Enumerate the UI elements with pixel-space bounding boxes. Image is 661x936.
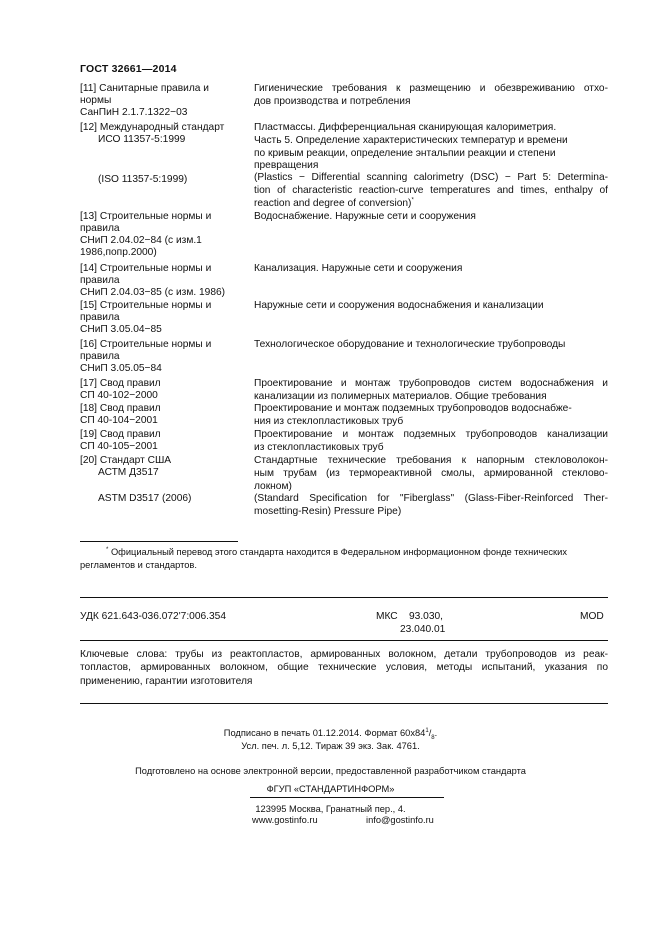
top-divider <box>80 597 608 598</box>
imprint-prepared: Подготовлено на основе электронной версии, предоставленной разработчиком стандарта <box>135 766 526 776</box>
document-header: ГОСТ 32661—2014 <box>80 63 177 75</box>
reference-13-source: [13] Строительные нормы и правила СНиП 2.04.02−84 (с изм.1 1986,попр.2000) <box>80 211 212 258</box>
reference-19-source: [19] Свод правил СП 40-105−2001 <box>80 429 161 452</box>
udk-code: УДК 621.643-036.072'7:006.354 <box>80 611 226 622</box>
publisher-address: 123995 Москва, Гранатный пер., 4. <box>255 804 406 814</box>
reference-12-iso-title: (Plastics − Differential scanning calorimetry (DSC) − Part 5: Determina- tion of characteristic reaction-curve temperatures and times, enthalpy of reaction and degree of conversion)* <box>254 172 608 209</box>
footnote-divider <box>80 541 238 542</box>
reference-20-title: Стандартные технические требования к напорным стекловолокон- ным трубам (из термореактивной смолы, армированной стеклово- локном) <box>254 455 608 492</box>
publisher-email[interactable]: info@gostinfo.ru <box>366 815 434 825</box>
reference-11-num: [11] Санитарные правила и <box>80 83 209 94</box>
publisher-name: ФГУП «СТАНДАРТИНФОРМ» <box>266 784 395 794</box>
mks-code: МКС 93.030, 23.040.01 <box>376 611 446 635</box>
reference-20-astm-source: ASTM D3517 (2006) <box>98 493 192 504</box>
reference-18-source: [18] Свод правил СП 40-104−2001 <box>80 403 161 426</box>
reference-11-source: [11] Санитарные правила и нормы СанПиН 2.1.7.1322−03 <box>80 83 252 119</box>
bottom-divider <box>80 703 608 704</box>
mod-label: MOD <box>580 611 604 622</box>
reference-17-source: [17] Свод правил СП 40-102−2000 <box>80 378 161 401</box>
publisher-divider <box>250 797 444 798</box>
reference-17-title: Проектирование и монтаж трубопроводов систем водоснабжения и канализации из полимерных материалов. Общие требования <box>254 378 608 402</box>
reference-12-title: Пластмассы. Дифференциальная сканирующая калориметрия. Часть 5. Определение характеристических температур и времени по кривым реакции, определение энтальпии реакции и степени превращения <box>254 122 568 172</box>
reference-15-title: Наружные сети и сооружения водоснабжения и канализации <box>254 300 544 311</box>
reference-20-source: [20] Стандарт США АСТМ Д3517 <box>80 455 172 478</box>
imprint-signed: Подписано в печать 01.12.2014. Формат $60x84^1/_8$. Усл. печ. л. 5,12. Тираж 39 экз. Зак. 4761. <box>223 727 438 751</box>
reference-14-source: [14] Строительные нормы и правила СНиП 2.04.03−85 (с изм. 1986) <box>80 263 226 298</box>
reference-12-source: [12] Международный стандарт ИСО 11357-5:1999 <box>80 122 225 145</box>
footnote-mark: * <box>411 197 414 204</box>
mid-divider <box>80 640 608 641</box>
reference-18-title: Проектирование и монтаж подземных трубопроводов водоснабже- ния из стеклопластиковых труб <box>254 403 572 427</box>
reference-20-astm-title: (Standard Specification for "Fiberglass" (Glass-Fiber-Reinforced Ther- mosetting-Resin) Pressure Pipe) <box>254 493 608 517</box>
keywords: Ключевые слова: трубы из реактопластов, армированных волокном, детали трубопроводов из реак- топластов, армированных волокном, общие технические условия, методы испытаний, указания по применению, гарантии изготовителя <box>80 649 608 687</box>
footnote: * Официальный перевод этого стандарта находится в Федеральном информационном фонде технических регламентов и стандартов. <box>80 546 567 570</box>
reference-16-source: [16] Строительные нормы и правила СНиП 3.05.05−84 <box>80 339 212 374</box>
reference-11-title: Гигиенические требования к размещению и обезвреживанию отхо- дов производства и потребления <box>254 83 608 107</box>
reference-12-iso-source: (ISO 11357-5:1999) <box>98 174 188 185</box>
reference-15-source: [15] Строительные нормы и правила СНиП 3.05.04−85 <box>80 300 212 335</box>
reference-19-title: Проектирование и монтаж подземных трубопроводов канализации из стеклопластиковых труб <box>254 429 608 453</box>
reference-14-title: Канализация. Наружные сети и сооружения <box>254 263 463 274</box>
reference-13-title: Водоснабжение. Наружные сети и сооружения <box>254 211 476 222</box>
footnote-text: Официальный перевод этого стандарта находится в Федеральном информационном фонде технических <box>110 547 567 557</box>
publisher-website[interactable]: www.gostinfo.ru <box>252 815 318 825</box>
footnote-marker: * <box>106 546 109 553</box>
reference-16-title: Технологическое оборудование и технологические трубопроводы <box>254 339 566 350</box>
